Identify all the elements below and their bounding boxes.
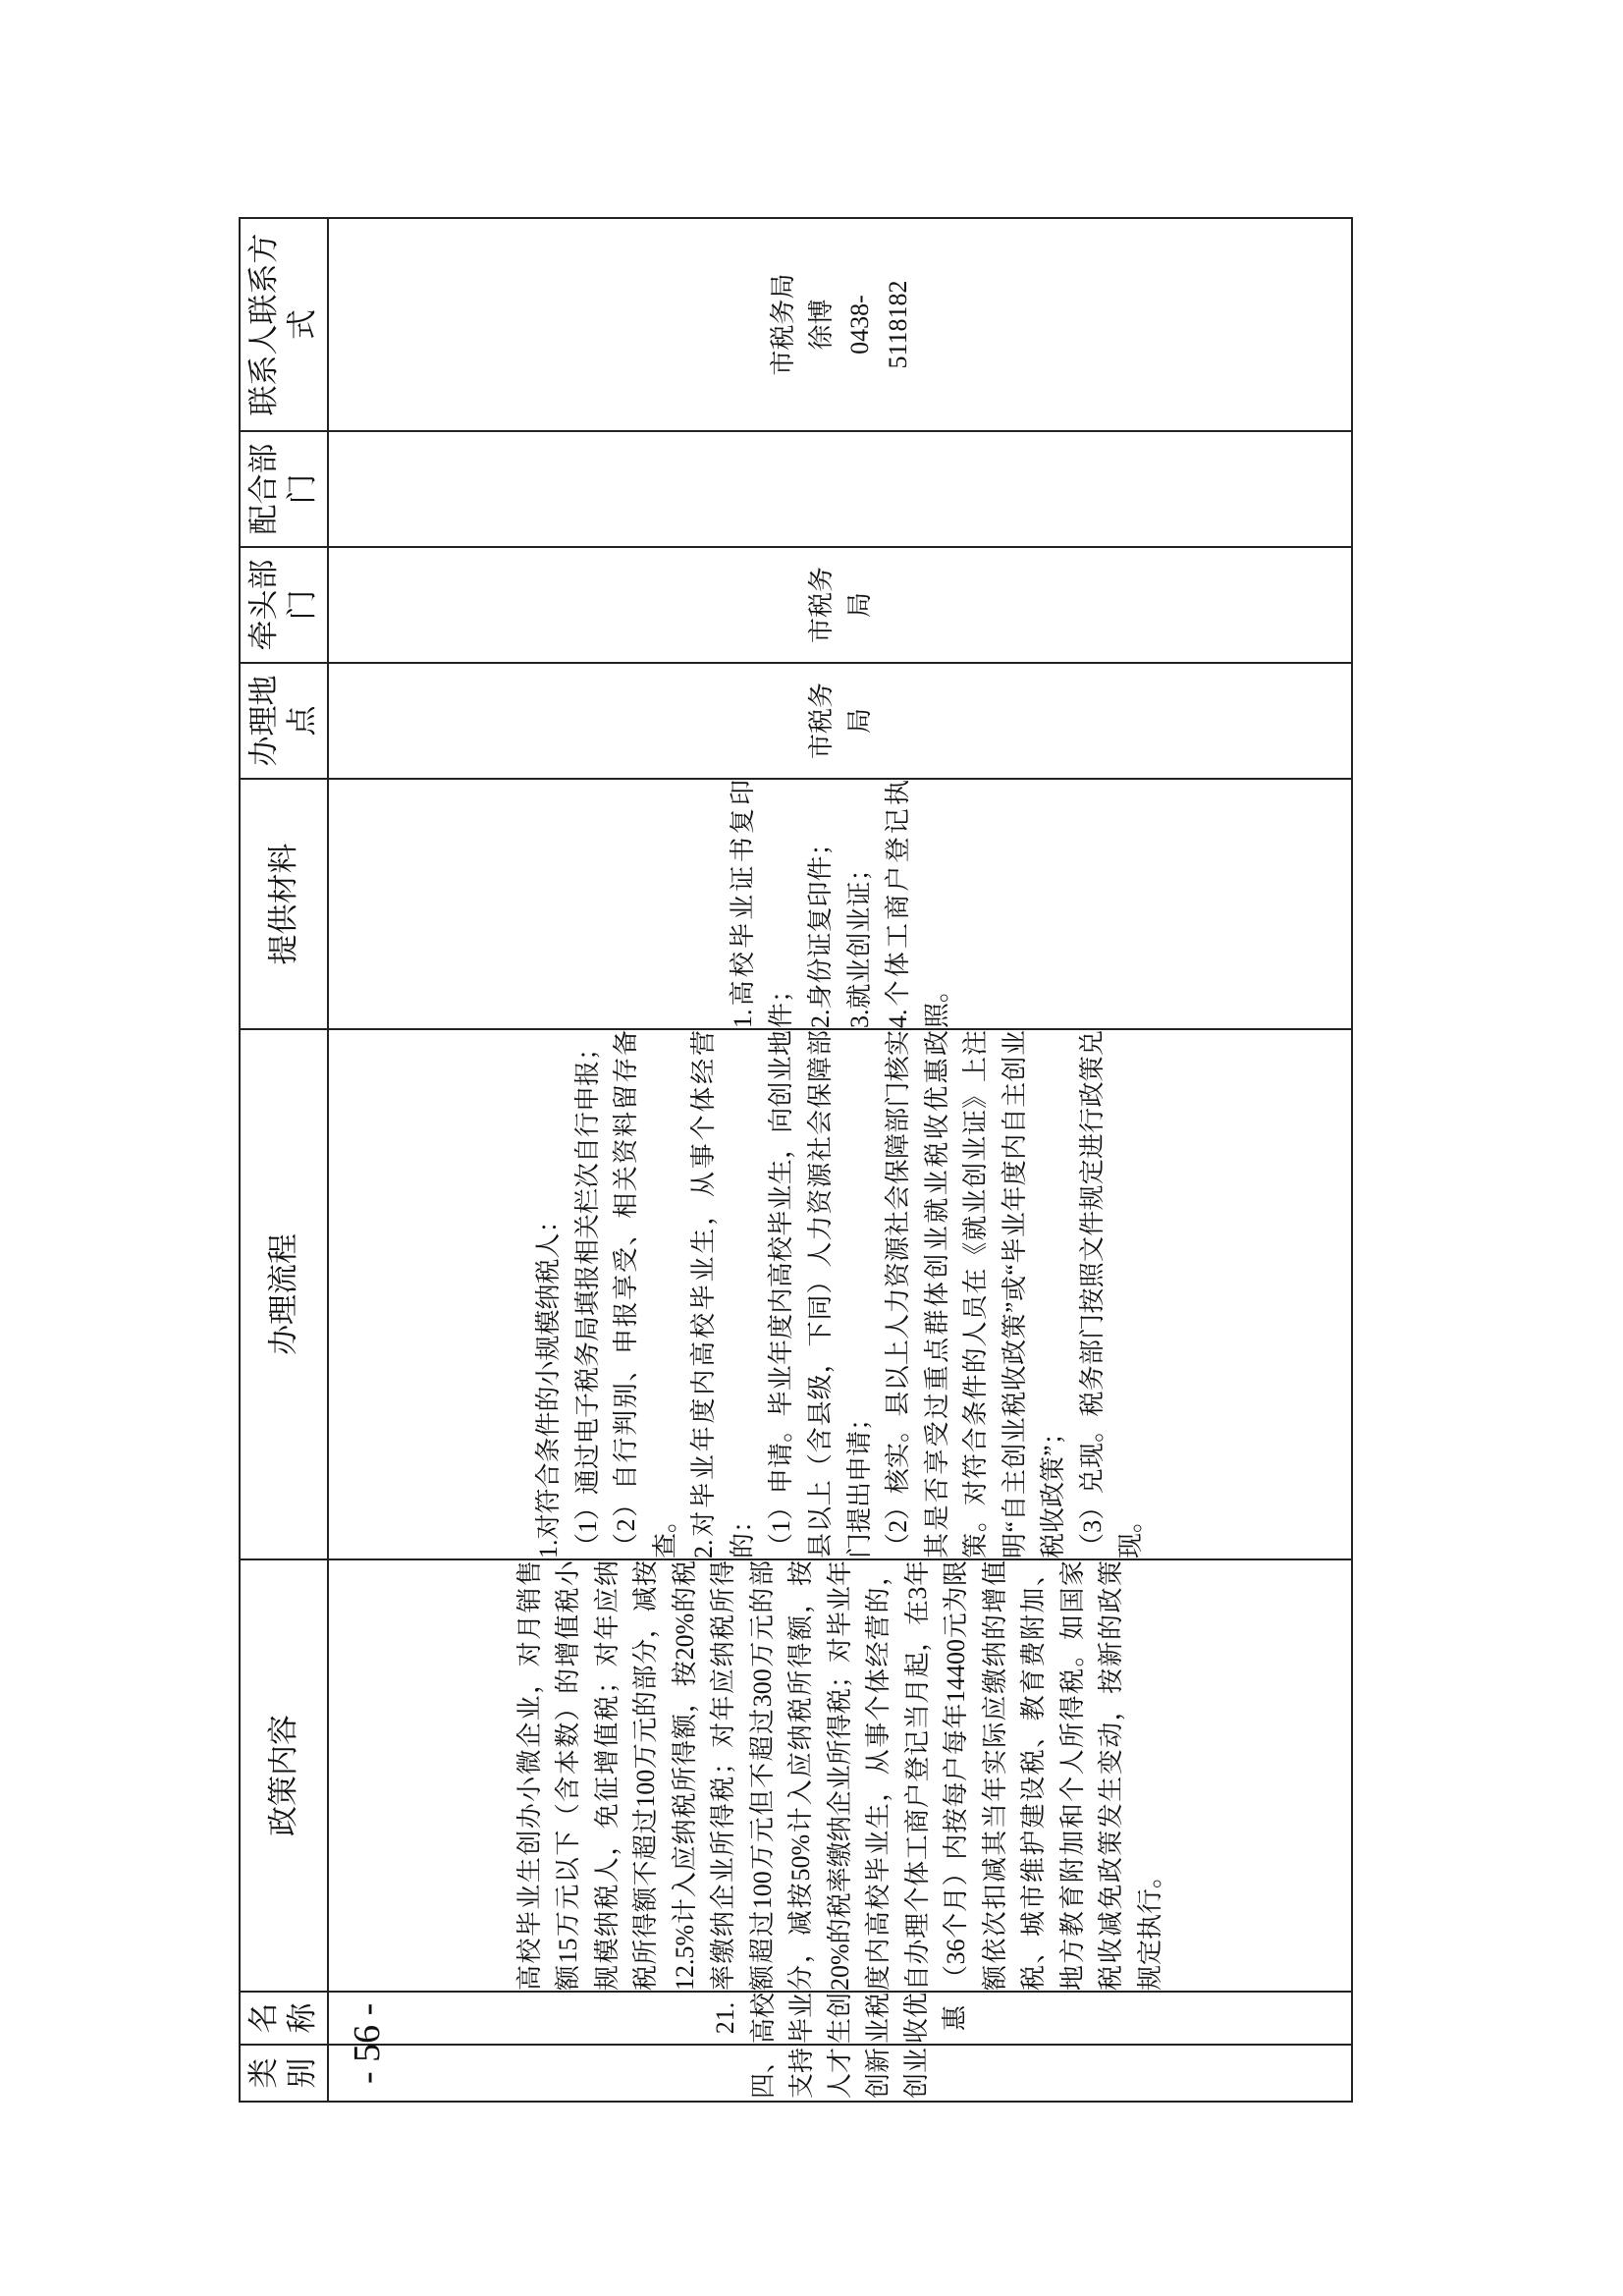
materials-cell (328, 779, 1352, 1029)
name-cell: 21.高校毕业生创业税收优惠 (328, 1992, 1352, 2045)
header-category: 类别 (240, 2045, 328, 2102)
contact-line: 0438- (844, 295, 874, 355)
content-cell: 高校毕业生创办小微企业，对月销售额15万元以下（含本数）的增值税小规模纳税人，免征增值税；对年应纳税所得额不超过100万元的部分，减按12.5%计入应纳税所得额，按20%的税率缴纳企业所得税；对年应纳税所得额超过100万元但不超过300万元的部分，减按50%计入应纳税所得额，按20%的税率缴纳企业所得税；对毕业年度内高校毕业生，从事个体经营的，自办理个体工商户登记当月起，在3年（36个月）内按每户每年14400元为限额依次扣减其当年实际应缴纳的增值税、城市维护建设税、教育费附加、地方教育附加和个人所得税。如国家税收减免政策发生变动，按新的政策规定执行。 (328, 1559, 1352, 1992)
contact-line: 市税务局 (768, 273, 797, 376)
process-step: （3）兑现。税务部门按照文件规定进行政策兑现。 (1077, 1030, 1146, 1558)
category-cell: 四、支持人才创新创业 (328, 2045, 1352, 2102)
header-name: 名称 (240, 1992, 328, 2045)
header-contact: 联系人联系方式 (240, 218, 328, 431)
coop-dept-cell (328, 431, 1352, 547)
process-step: 2.对毕业年度内高校毕业生，从事个体经营的： (689, 1030, 757, 1558)
header-lead-dept: 牵头部门 (240, 547, 328, 663)
process-step: （2）自行判别、申报享受、相关资料留存备查。 (612, 1030, 679, 1558)
policy-table (239, 217, 1353, 2103)
contact-cell (328, 218, 1352, 431)
header-materials: 提供材料 (240, 779, 328, 1029)
header-location: 办理地点 (240, 663, 328, 779)
material-item: 4.个体工商户登记执照。 (884, 780, 951, 1028)
lead-dept-cell: 市税务局 (328, 547, 1352, 663)
page-number: - 56 - (347, 2002, 388, 2084)
material-item: 2.身份证复印件； (805, 830, 835, 1028)
header-coop-dept: 配合部门 (240, 431, 328, 547)
material-item: 1.高校毕业证书复印件； (728, 780, 796, 1028)
process-step: （1）申请。毕业年度内高校毕业生，向创业地县以上（含县级，下同）人力资源社会保障部门提出申请； (767, 1030, 874, 1558)
process-step: 1.对符合条件的小规模纳税人： (534, 1207, 564, 1558)
table-row (328, 218, 1352, 2102)
header-content: 政策内容 (240, 1559, 328, 1992)
contact-line: 徐博 (806, 299, 836, 351)
process-cell (328, 1029, 1352, 1559)
header-process: 办理流程 (240, 1029, 328, 1559)
contact-line: 5118182 (883, 280, 912, 369)
material-item: 3.就业创业证； (844, 855, 874, 1028)
location-cell: 市税务局 (328, 663, 1352, 779)
process-step: （2）核实。县以上人力资源社会保障部门核实其是否享受过重点群体创业就业税收优惠政策。对符合条件的人员在《就业创业证》上注明“自主创业税收政策”或“毕业年度内自主创业税收政策”； (884, 1030, 1068, 1558)
process-step: （1）通过电子税务局填报相关栏次自行申报； (572, 1034, 602, 1558)
policy-table-rotated (239, 219, 1353, 2103)
table-header-row (240, 218, 328, 2102)
